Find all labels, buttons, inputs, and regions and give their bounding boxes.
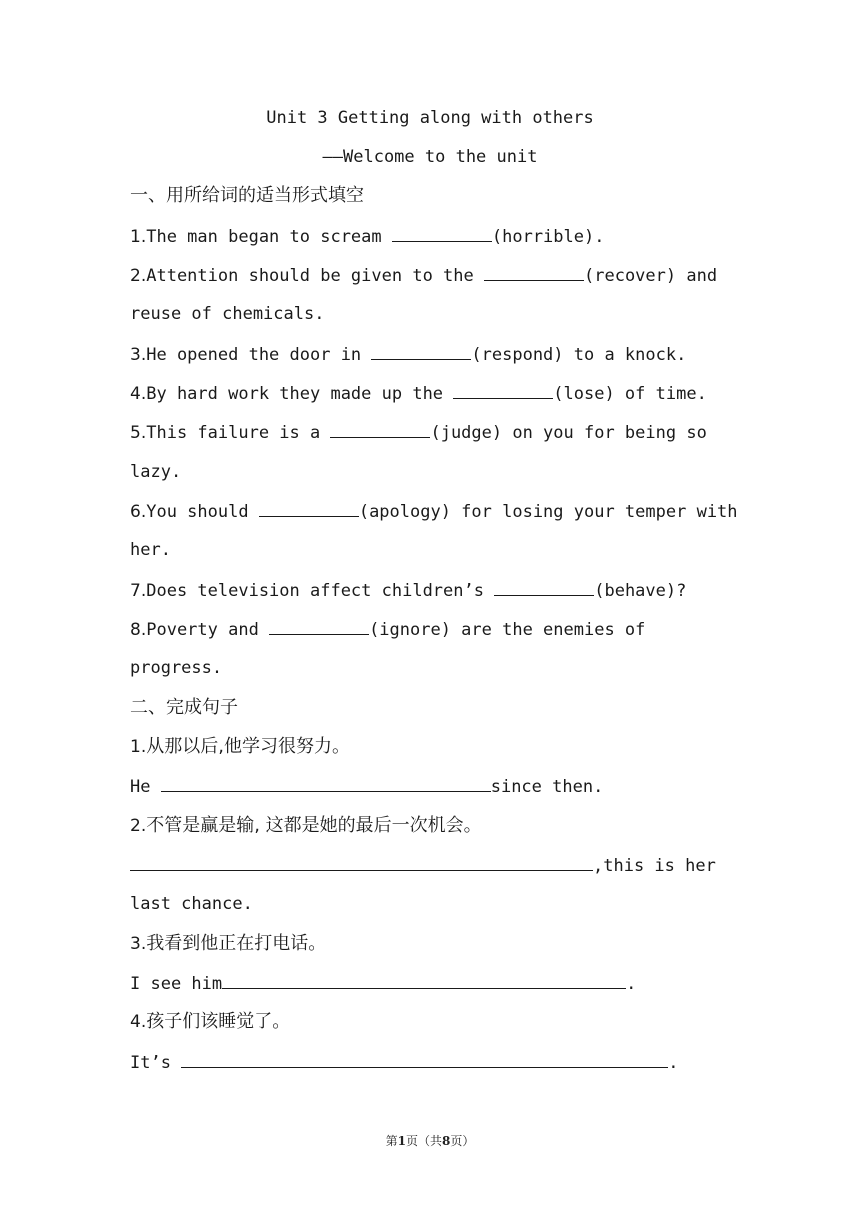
document-subtitle: ——Welcome to the unit (322, 147, 538, 167)
answer-tail: ,this is her (593, 856, 716, 876)
answer-blank[interactable] (392, 225, 492, 242)
page-footer (0, 1132, 860, 1149)
answer-blank[interactable] (222, 972, 626, 989)
prompt-text: 不管是赢是输, 这都是她的最后一次机会。 (146, 815, 482, 836)
exercise1-item (130, 343, 760, 366)
item-text: This failure is a (146, 423, 331, 443)
answer-blank[interactable] (269, 618, 369, 635)
item-continuation: progress. (130, 658, 223, 678)
item-word: (behave)? (594, 581, 687, 601)
footer-total-pages: 8 (442, 1134, 451, 1148)
exercise1-item (130, 500, 760, 523)
answer-tail: . (626, 974, 637, 994)
answer-tail: since then. (490, 777, 604, 797)
item-continuation: last chance. (130, 894, 253, 914)
item-number: 3. (130, 345, 147, 365)
item-continuation: reuse of chemicals. (130, 304, 325, 324)
item-number: 4. (130, 1012, 147, 1032)
item-text: Attention should be given to the (146, 266, 484, 286)
answer-lead: I see him (130, 974, 223, 994)
item-number: 3. (130, 934, 147, 954)
item-number: 4. (130, 384, 147, 404)
answer-blank[interactable] (181, 1051, 668, 1068)
exercise2-answer (130, 1051, 760, 1074)
exercise1-item (130, 382, 760, 405)
item-number: 2. (130, 266, 147, 286)
section1-heading: 一、用所给词的适当形式填空 (130, 185, 364, 206)
item-number: 1. (130, 737, 147, 757)
footer-suffix: 页） (450, 1134, 475, 1148)
footer-prefix: 第 (385, 1134, 398, 1148)
item-text: Poverty and (146, 620, 270, 640)
exercise2-prompt (130, 736, 760, 758)
item-text: Does television affect children’s (146, 581, 495, 601)
footer-middle: 页（共 (405, 1134, 442, 1148)
prompt-text: 从那以后,他学习很努力。 (146, 736, 350, 757)
answer-lead: It’s (130, 1053, 182, 1073)
exercise1-item (130, 225, 760, 248)
answer-blank[interactable] (330, 421, 430, 438)
exercise1-item (130, 579, 760, 602)
exercise2-prompt (130, 933, 760, 955)
item-continuation: her. (130, 540, 171, 560)
item-number: 5. (130, 423, 147, 443)
item-word: (respond) to a knock. (471, 345, 687, 365)
answer-blank[interactable] (371, 343, 471, 360)
exercise1-item (130, 264, 760, 287)
answer-blank[interactable] (494, 579, 594, 596)
exercise2-prompt (130, 1011, 760, 1033)
item-number: 6. (130, 502, 147, 522)
answer-blank[interactable] (453, 382, 553, 399)
item-word: (judge) on you for being so (430, 423, 707, 443)
exercise2-answer (130, 775, 760, 798)
section2-heading: 二、完成句子 (130, 697, 238, 718)
item-text: The man began to scream (146, 227, 392, 247)
item-word: (horrible). (491, 227, 605, 247)
item-word: (lose) of time. (553, 384, 707, 404)
item-word: (recover) and (584, 266, 718, 286)
answer-tail: . (668, 1053, 679, 1073)
answer-lead: He (130, 777, 161, 797)
answer-blank[interactable] (484, 264, 584, 281)
document-title: Unit 3 Getting along with others (266, 108, 594, 128)
item-number: 2. (130, 816, 147, 836)
exercise2-answer (130, 854, 760, 877)
exercise1-item (130, 421, 760, 444)
answer-blank[interactable] (161, 775, 491, 792)
item-word: (ignore) are the enemies of (369, 620, 646, 640)
item-word: (apology) for losing your temper with (358, 502, 738, 522)
answer-blank[interactable] (130, 854, 593, 871)
exercise2-prompt (130, 815, 760, 837)
item-number: 8. (130, 620, 147, 640)
item-text: He opened the door in (146, 345, 372, 365)
item-text: By hard work they made up the (146, 384, 454, 404)
exercise1-item (130, 618, 760, 641)
prompt-text: 我看到他正在打电话。 (146, 933, 327, 954)
item-number: 1. (130, 227, 147, 247)
item-number: 7. (130, 581, 147, 601)
item-continuation: lazy. (130, 462, 182, 482)
footer-page-number: 1 (397, 1134, 406, 1148)
exercise2-answer (130, 972, 760, 995)
answer-blank[interactable] (259, 500, 359, 517)
item-text: You should (146, 502, 259, 522)
prompt-text: 孩子们该睡觉了。 (146, 1011, 291, 1032)
